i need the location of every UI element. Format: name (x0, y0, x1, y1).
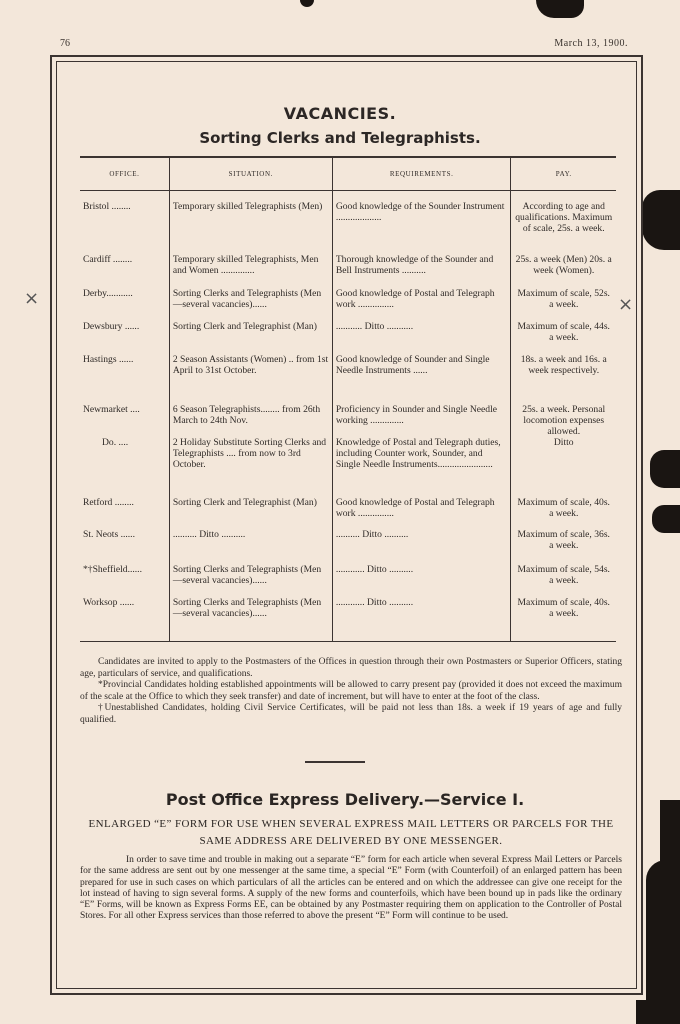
table-cell-situation: .......... Ditto .......... (169, 529, 332, 564)
torn-edge-top (536, 0, 584, 18)
table-cell-office: Retford ........ (83, 497, 134, 508)
note-application: Candidates are invited to apply to the Postmasters of the Offices in question through their own Postmasters or Superior Officers, stating age, particulars of service, and qualifications. (80, 657, 622, 679)
table-cell-pay: Maximum of scale, 40s. a week. (511, 597, 616, 635)
table-cell-office: Hastings ...... (83, 354, 134, 365)
table-cell-pay: Ditto (511, 437, 616, 497)
vacancies-table (80, 156, 616, 642)
column-header-situation: SITUATION. (169, 157, 332, 191)
table-cell-requirements: Good knowledge of Postal and Telegraph work ............... (332, 497, 511, 529)
table-cell-pay: Maximum of scale, 52s. a week. (511, 288, 616, 321)
table-row (80, 321, 616, 354)
table-cell-office: Newmarket .... (83, 404, 140, 415)
table-row (80, 529, 616, 564)
table-row (80, 288, 616, 321)
table-row (80, 597, 616, 635)
table-cell-office: St. Neots ...... (83, 529, 135, 540)
table-cell-situation: Sorting Clerk and Telegraphist (Man) (169, 321, 332, 354)
column-header-office: OFFICE. (80, 157, 169, 191)
table-cell-office: Derby........... (83, 288, 133, 299)
table-row (80, 254, 616, 288)
margin-mark-right: × (618, 294, 634, 315)
page-subtitle: Sorting Clerks and Telegraphists. (199, 129, 481, 147)
table-cell-situation: Sorting Clerks and Telegraphists (Men—several vacancies)...... (169, 564, 332, 597)
table-cell-requirements: .......... Ditto .......... (332, 529, 511, 564)
notes (80, 657, 622, 726)
page-date: March 13, 1900. (554, 38, 628, 49)
table-cell-office: Dewsbury ...... (83, 321, 140, 332)
table-cell-requirements: Good knowledge of Sounder and Single Needle Instruments ...... (332, 354, 511, 404)
table-header-row (80, 157, 616, 191)
table-cell-office: *†Sheffield...... (83, 564, 142, 575)
section-subheading: ENLARGED “E” FORM FOR USE WHEN SEVERAL EXPRESS MAIL LETTERS OR PARCELS FOR THE SAME ADDRESS ARE DELIVERED BY ONE MESSENGER. (88, 818, 614, 847)
torn-edge-right-3 (652, 505, 680, 533)
table-cell-pay: 25s. a week (Men) 20s. a week (Women). (511, 254, 616, 288)
table-cell-pay: 25s. a week. Personal locomotion expenses allowed. (511, 404, 616, 437)
table-cell-situation: Temporary skilled Telegraphists, Men and Women .............. (169, 254, 332, 288)
margin-mark-left: × (24, 288, 40, 309)
table-cell-pay: Maximum of scale, 44s. a week. (511, 321, 616, 354)
section-heading: Post Office Express Delivery.—Service I. (165, 790, 525, 809)
note-unestablished: †Unestablished Candidates, holding Civil Service Certificates, will be paid not less than 18s. a week if 19 years of age and fully qualified. (80, 703, 622, 725)
torn-edge-top-small (300, 0, 314, 7)
table-cell-situation: Sorting Clerk and Telegraphist (Man) (169, 497, 332, 529)
table-cell-office: Do. .... (102, 437, 129, 448)
table-bottom-row (80, 635, 616, 642)
table-cell-situation: 2 Holiday Substitute Sorting Clerks and Telegraphists .... from now to 3rd October. (169, 437, 332, 497)
torn-edge-right-1 (642, 190, 680, 250)
column-header-pay: PAY. (511, 157, 616, 191)
section-body (80, 855, 622, 923)
table-row (80, 354, 616, 404)
table-cell-office: Worksop ...... (83, 597, 135, 608)
page-number: 76 (60, 38, 70, 49)
table-row (80, 497, 616, 529)
torn-edge-right-2 (650, 450, 680, 488)
table-cell-office: Bristol ........ (83, 201, 131, 212)
table-cell-requirements: Proficiency in Sounder and Single Needle working .............. (332, 404, 511, 437)
page-title: VACANCIES. (283, 104, 397, 123)
table-cell-pay: According to age and qualifications. Maximum of scale, 25s. a week. (511, 201, 616, 254)
table-cell-requirements: Knowledge of Postal and Telegraph duties, including Counter work, Sounder, and Single Needle Instruments....................... (332, 437, 511, 497)
table-row (80, 201, 616, 254)
table-cell-requirements: Good knowledge of the Sounder Instrument ................... (332, 201, 511, 254)
table-cell-requirements: Good knowledge of Postal and Telegraph work ............... (332, 288, 511, 321)
table-cell-pay: Maximum of scale, 36s. a week. (511, 529, 616, 564)
table-cell-situation: Temporary skilled Telegraphists (Men) (169, 201, 332, 254)
table-cell-situation: 6 Season Telegraphists........ from 26th March to 24th Nov. (169, 404, 332, 437)
table-cell-pay: Maximum of scale, 54s. a week. (511, 564, 616, 597)
column-header-requirements: REQUIREMENTS. (332, 157, 511, 191)
table-cell-requirements: ........... Ditto ........... (332, 321, 511, 354)
table-cell-requirements: ............ Ditto .......... (332, 564, 511, 597)
table-cell-requirements: ............ Ditto .......... (332, 597, 511, 635)
section-body-paragraph: In order to save time and trouble in making out a separate “E” form for each article when several Express Mail Letters or Parcels for the same address are sent out by one messenger at the same time, a special “E” Form (with Counterfoil) of an enlarged pattern has been prepared for use in such cases on which particulars of all the articles can be entered and on which the addressee can give one receipt for the lot instead of having to sign several forms. A supply of the new forms and counterfoils, which have been bound up in pads like the ordinary “E” Forms, will be known as Express Forms EE, can be obtained by any Postmaster requiring them on application to the Controller of Postal Stores. For all other Express services than those referred to above the present “E” Form will continue to be used. (80, 855, 622, 922)
table-cell-office: Cardiff ........ (83, 254, 133, 265)
table-cell-pay: Maximum of scale, 40s. a week. (511, 497, 616, 529)
table-cell-situation: Sorting Clerks and Telegraphists (Men—several vacancies)...... (169, 597, 332, 635)
table-cell-situation: 2 Season Assistants (Women) .. from 1st April to 31st October. (169, 354, 332, 404)
torn-edge-right-6 (636, 1000, 680, 1024)
table-cell-requirements: Thorough knowledge of the Sounder and Bell Instruments .......... (332, 254, 511, 288)
section-divider (305, 761, 365, 763)
table-cell-situation: Sorting Clerks and Telegraphists (Men—several vacancies)...... (169, 288, 332, 321)
table-row (80, 404, 616, 437)
table-row (80, 564, 616, 597)
table-cell-pay: 18s. a week and 16s. a week respectively. (511, 354, 616, 404)
table-spacer-row (80, 191, 616, 202)
note-provincial: *Provincial Candidates holding established appointments will be allowed to carry present pay (provided it does not exceed the maximum of the scale at the Office to which they seek transfer) and date of increment, but will have to enter at the foot of the class. (80, 680, 622, 702)
table-row (80, 437, 616, 497)
